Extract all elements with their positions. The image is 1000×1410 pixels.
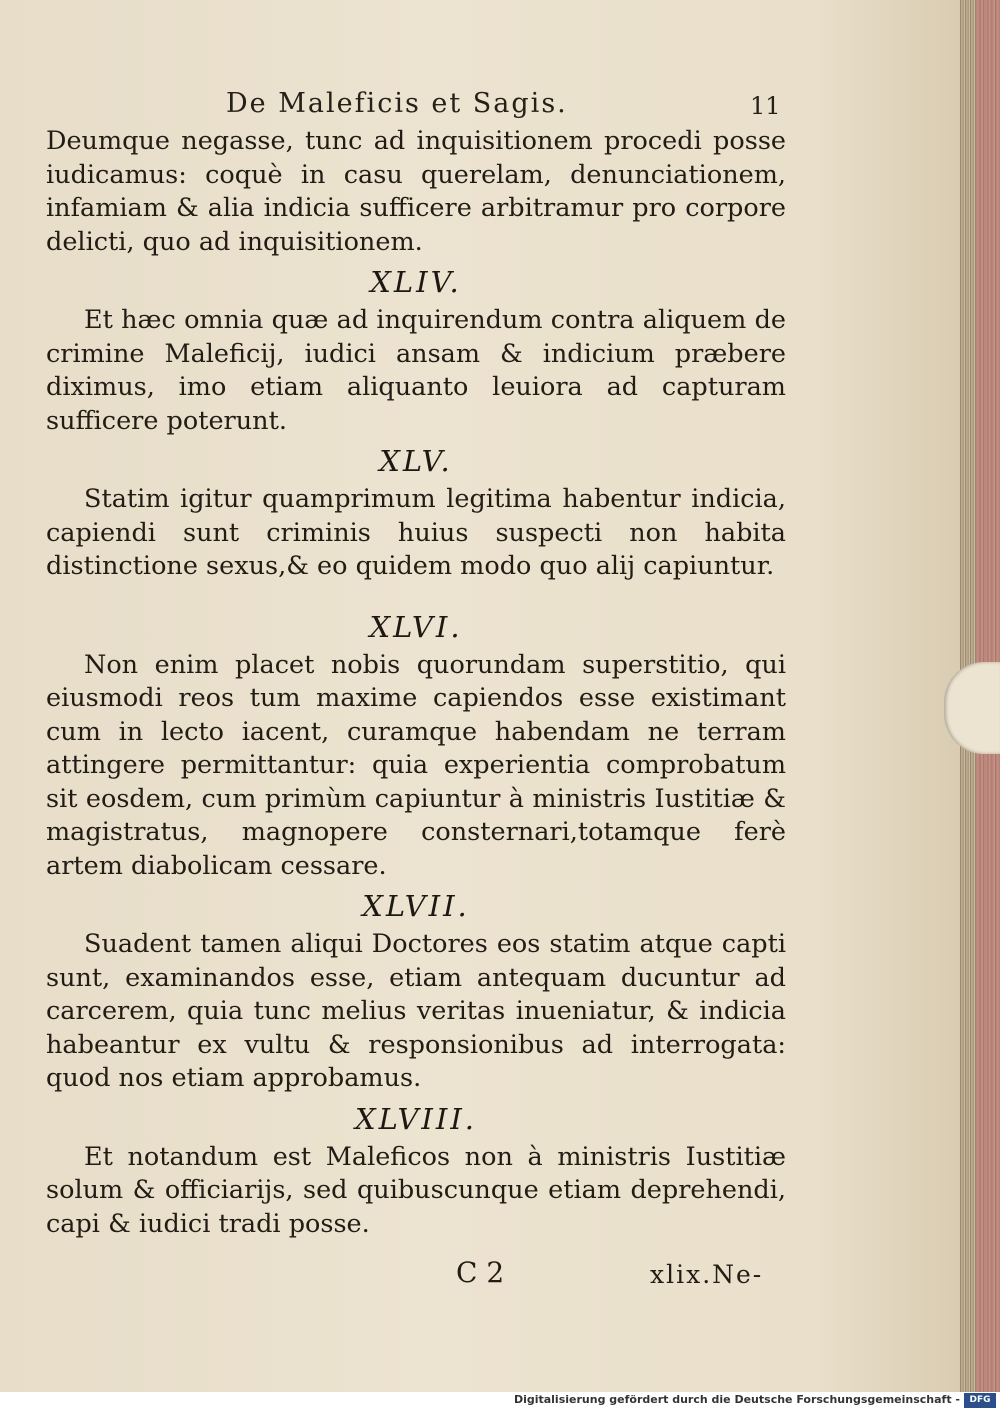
paragraph-45: Statim igitur quamprimum legitima habentur indicia, capiendi sunt criminis huius suspecti non habita distinctione sexus,& eo quidem modo quo alij capiuntur. xyxy=(46,484,786,581)
section-numeral-47: XLVII. xyxy=(362,889,470,923)
section-numeral-46: XLVI. xyxy=(369,609,463,644)
paragraph-46: Non enim placet nobis quorundam superstitio, qui eiusmodi reos tum maxime capiendos esse existimant cum in lecto iacent, curamque habendam ne terram attingere permittantur: quia experientia comprobatum sit eosdem, cum primùm capiuntur à ministris Iustitiæ & magistratus, magnopere consternari,totamque ferè artem diabolicam cessare. xyxy=(46,649,786,881)
section-numeral-44: XLIV. xyxy=(370,265,462,299)
section-numeral-45: XLV. xyxy=(379,444,453,478)
section-numeral-48: XLVIII. xyxy=(355,1101,477,1136)
funding-credit: Digitalisierung gefördert durch die Deutsche Forschungsgemeinschaft - xyxy=(513,1393,960,1406)
dfg-logo-icon: DFG xyxy=(964,1393,996,1408)
body-text xyxy=(46,125,786,1241)
signature-mark: C 2 xyxy=(456,1256,505,1289)
paragraph-continuation: Deumque negasse, tunc ad inquisitionem procedi posse iudicamus: coquè in casu querelam, denunciationem, infamiam & alia indicia sufficere arbitramur pro corpore delicti, quo ad inquisitionem. xyxy=(46,126,786,257)
paragraph-47: Suadent tamen aliqui Doctores eos statim atque capti sunt, examinandos esse, etiam antequam ducuntur ad carcerem, quia tunc melius veritas inueniatur, & indicia habeantur ex vultu & responsionibus ad interrogata: quod nos etiam approbamus. xyxy=(46,929,786,1093)
footer-bar xyxy=(0,1392,1000,1410)
running-head: De Maleficis et Sagis. xyxy=(226,88,568,119)
paragraph-44: Et hæc omnia quæ ad inquirendum contra aliquem de crimine Maleficij, iudici ansam & indicium præbere diximus, imo etiam aliquanto leuiora ad capturam sufficere poterunt. xyxy=(46,305,786,436)
catchword: xlix.Ne- xyxy=(650,1260,764,1289)
folio-number: 11 xyxy=(750,92,781,120)
paragraph-48: Et notandum est Maleficos non à ministris Iustitiæ solum & officiarijs, sed quibuscunque etiam deprehendi, capi & iudici tradi posse. xyxy=(46,1141,786,1239)
